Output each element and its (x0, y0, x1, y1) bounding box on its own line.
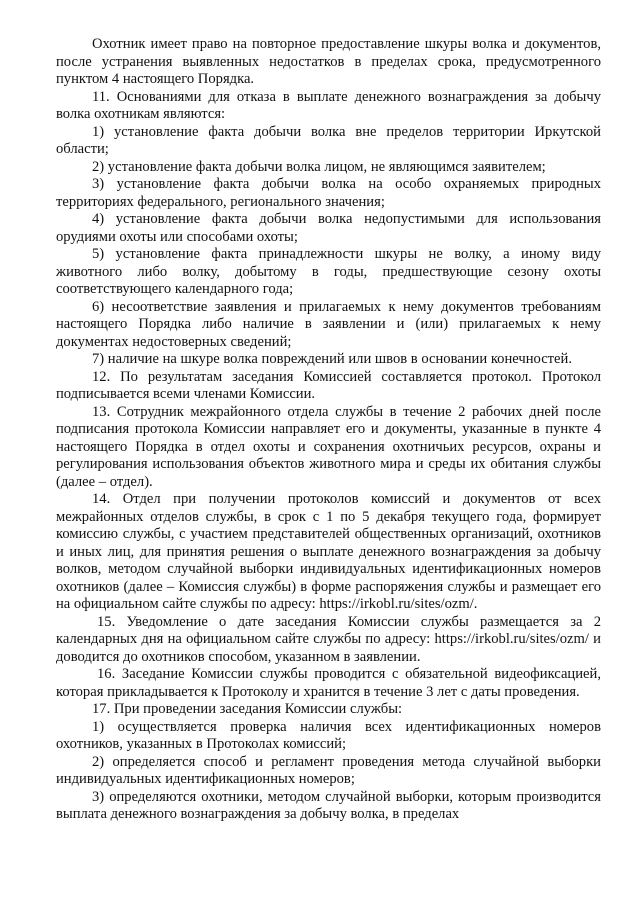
paragraph-16-video-recording: 16. Заседание Комиссии службы проводится с обязательной видеофиксацией, которая прикладывается к Протоколу и хранится в течение 3 лет с даты проведения. (56, 666, 601, 700)
paragraph-14-department: 14. Отдел при получении протоколов комиссий и документов от всех межрайонных отделов службы, в срок с 1 по 5 декабря текущего года, формирует комиссию службы, с участием представителей общественных организаций, охотников и иных лиц, для принятия решения о выплате денежного вознаграждения за добычу волков, методом случайной выборки индивидуальных идентификационных номеров охотников (далее – Комиссия службы) в форме распоряжения службы и размещает его на официальном сайте службы по адресу: https://irkobl.ru/sites/ozm/. (56, 491, 601, 612)
list-item-11-5: 5) установление факта принадлежности шкуры не волку, а иному виду животного либо волку, добытому в годы, предшествующие сезону охоты соответствующего календарного года; (56, 246, 601, 297)
paragraph-17-meeting: 17. При проведении заседания Комиссии службы: (92, 701, 403, 717)
list-item-11-2: 2) установление факта добычи волка лицом, не являющимся заявителем; (92, 158, 546, 175)
paragraph-12-protocol: 12. По результатам заседания Комиссией составляется протокол. Протокол подписывается всеми членами Комиссии. (56, 368, 601, 402)
list-item-17-2: 2) определяется способ и регламент проведения метода случайной выборки индивидуальных идентификационных номеров; (56, 753, 601, 787)
list-item-17-1: 1) осуществляется проверка наличия всех идентификационных номеров охотников, указанных в Протоколах комиссий; (56, 718, 601, 752)
list-item-11-1: 1) установление факта добычи волка вне пределов территории Иркутской области; (56, 123, 601, 157)
list-item-11-7: 7) наличие на шкуре волка повреждений или швов в основании конечностей. (92, 351, 572, 367)
paragraph-13-employee: 13. Сотрудник межрайонного отдела службы в течение 2 рабочих дней после подписания протокола Комиссии направляет его и документы, указанные в пункте 4 настоящего Порядка в отдел охоты и сохранения охотничьих ресурсов, охраны и регулирования использования объектов животного мира и среды их обитания службы (далее – отдел). (56, 403, 601, 490)
paragraph-15-notification: 15. Уведомление о дате заседания Комиссии службы размещается за 2 календарных дня на официальном сайте службы по адресу: https://irkobl.ru/sites/ozm/ и доводится до охотников способом, указанном в заявлении. (56, 613, 601, 665)
paragraph-11-refusal-grounds: 11. Основаниями для отказа в выплате денежного вознаграждения за добычу волка охотникам являются: (56, 88, 601, 122)
document-body (56, 36, 601, 824)
list-item-11-3: 3) установление факта добычи волка на особо охраняемых природных территориях федерального, регионального значения; (56, 176, 601, 210)
list-item-11-4: 4) установление факта добычи волка недопустимыми для использования орудиями охоты или способами охоты; (56, 211, 601, 245)
paragraph-hunter-resubmission: Охотник имеет право на повторное предоставление шкуры волка и документов, после устранения выявленных недостатков в пределах срока, предусмотренного пунктом 4 настоящего Порядка. (56, 36, 601, 87)
list-item-17-3: 3) определяются охотники, методом случайной выборки, которым производится выплата денежного вознаграждения за добычу волка, в пределах (56, 788, 601, 822)
list-item-11-6: 6) несоответствие заявления и прилагаемых к нему документов требованиям настоящего Порядка либо наличие в заявлении и (или) прилагаемых к нему документах недостоверных сведений; (56, 298, 601, 350)
